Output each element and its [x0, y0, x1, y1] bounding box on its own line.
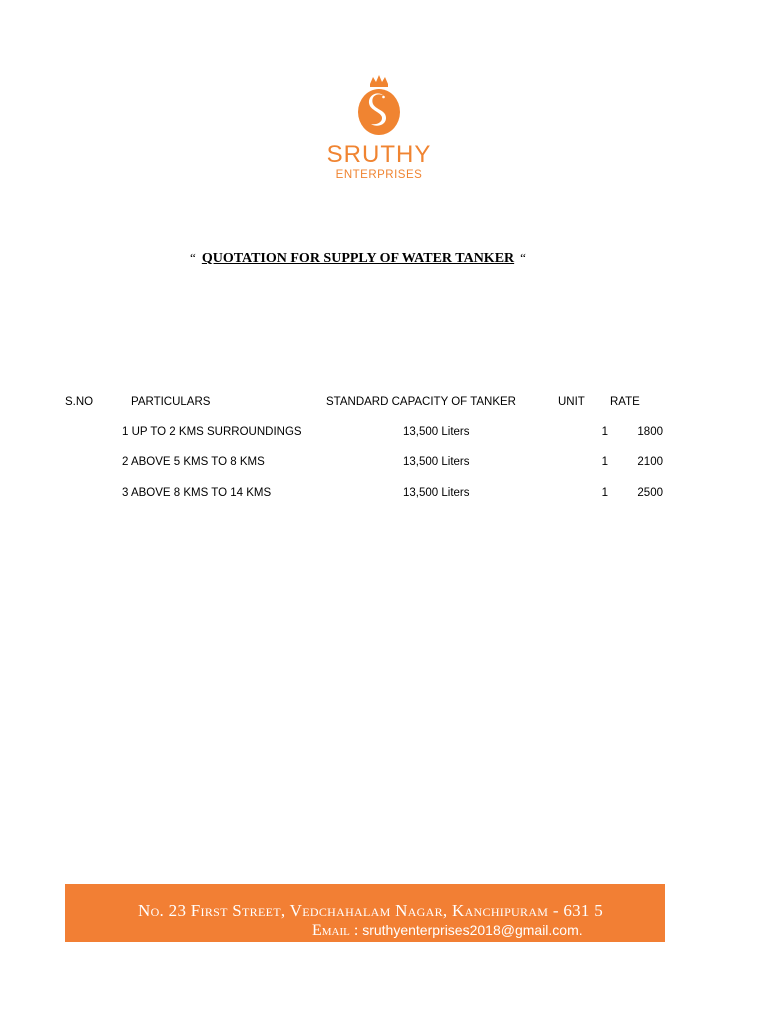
company-subtitle: ENTERPRISES — [335, 169, 423, 181]
header-rate: RATE — [610, 396, 640, 408]
row-rate: 2500 — [637, 487, 663, 499]
row-capacity: 13,500 Liters — [403, 456, 470, 468]
header-sno: S.NO — [65, 396, 94, 408]
row-particulars: 1 UP TO 2 KMS SURROUNDINGS — [122, 426, 302, 438]
title-close-quote: “ — [520, 250, 526, 265]
title-text: QUOTATION FOR SUPPLY OF WATER TANKER — [201, 251, 515, 266]
company-logo — [318, 74, 440, 186]
header-unit: UNIT — [558, 396, 585, 408]
row-particulars: 3 ABOVE 8 KMS TO 14 KMS — [122, 487, 272, 499]
footer-banner — [65, 884, 665, 942]
row-particulars: 2 ABOVE 5 KMS TO 8 KMS — [122, 456, 265, 468]
swan-crown-icon — [356, 74, 402, 138]
footer-email-line — [312, 922, 583, 940]
footer-address: No. 23 First Street, Vedchahalam Nagar, Kanchipuram - 631 5 — [138, 901, 604, 920]
email-address: sruthyenterprises2018@gmail.com. — [362, 922, 583, 938]
row-rate: 2100 — [637, 456, 663, 468]
row-unit: 1 — [601, 456, 608, 468]
header-capacity: STANDARD CAPACITY OF TANKER — [326, 396, 516, 408]
email-label: Email : — [312, 922, 359, 939]
row-unit: 1 — [601, 426, 608, 438]
row-capacity: 13,500 Liters — [403, 487, 470, 499]
company-name: SRUTHY — [326, 141, 432, 168]
title-open-quote: “ — [190, 250, 196, 265]
row-rate: 1800 — [637, 426, 663, 438]
page-title — [0, 250, 742, 267]
header-particulars: PARTICULARS — [131, 396, 211, 408]
row-unit: 1 — [601, 487, 608, 499]
row-capacity: 13,500 Liters — [403, 426, 470, 438]
